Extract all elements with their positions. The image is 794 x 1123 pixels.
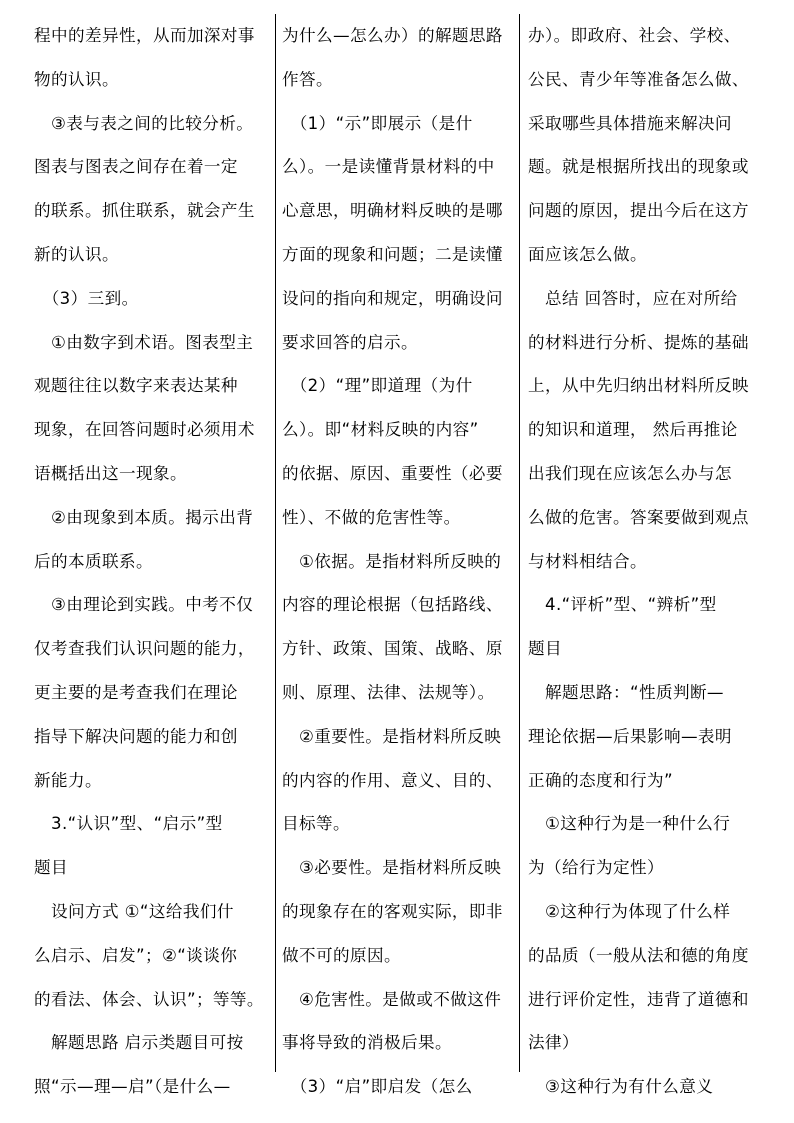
text-line: 的联系。抓住联系，就会产生 [34, 201, 255, 221]
document-page [30, 14, 776, 1097]
text-line: 后的本质联系。 [34, 551, 153, 571]
text-line: （2）“理”即道理（为什 [282, 376, 473, 396]
text-line: 采取哪些具体措施来解决问 [528, 113, 732, 133]
text-line: 3.“认识”型、“启示”型 [34, 814, 223, 834]
text-line: 么）。即“材料反映的内容” [282, 420, 479, 440]
text-line: 目标等。 [282, 814, 350, 834]
text-line: 的材料进行分析、提炼的基础 [528, 332, 749, 352]
text-line: 的内容的作用、意义、目的、 [282, 770, 503, 790]
text-line: 现象，在回答问题时必须用术 [34, 420, 255, 440]
text-line: ③这种行为有什么意义 [528, 1077, 714, 1097]
text-line: 为什么—怎么办）的解题思路 [282, 26, 503, 45]
text-line: 事将导致的消极后果。 [282, 1033, 452, 1053]
text-line: 的看法、体会、认识”；等等。 [34, 989, 264, 1009]
text-line: 办）。即政府、社会、学校、 [528, 26, 741, 45]
text-line: ②这种行为体现了什么样 [528, 901, 731, 921]
text-line: 更主要的是考查我们在理论 [34, 682, 238, 702]
text-line: 仅考查我们认识问题的能力， [34, 639, 255, 659]
text-line: 指导下解决问题的能力和创 [34, 726, 238, 746]
text-line: ①由数字到术语。图表型主 [34, 332, 254, 352]
text-line: 么）。一是读懂背景材料的中 [282, 157, 495, 177]
text-line: 么启示、启发”；②“谈谈你 [34, 945, 238, 965]
text-line: 方针、政策、国策、战略、原 [282, 639, 503, 659]
text-line: 设问方式 ①“这给我们什 [34, 901, 234, 921]
text-line: （3）“启”即启发（怎么 [282, 1077, 473, 1097]
text-line: 内容的理论根据（包括路线、 [282, 595, 503, 615]
text-line: 问题的原因，提出今后在这方 [528, 201, 749, 221]
text-line: 题。就是根据所找出的现象或 [528, 157, 749, 177]
text-line: （3）三到。 [34, 288, 139, 308]
text-line: ④危害性。是做或不做这件 [282, 989, 502, 1009]
text-line: 要求回答的启示。 [282, 332, 418, 352]
text-line: 进行评价定性，违背了道德和 [528, 989, 749, 1009]
text-line: 图表与图表之间存在着一定 [34, 157, 238, 177]
text-line: 么做的危害。答案要做到观点 [528, 507, 749, 527]
text-line: 理论依据—后果影响—表明 [528, 726, 732, 746]
text-column-3 [528, 14, 768, 1097]
text-line: 总结 回答时，应在对所给 [528, 288, 738, 308]
text-line: 与材料相结合。 [528, 551, 647, 571]
text-line: 4.“评析”型、“辨析”型 [528, 595, 717, 615]
text-line: 的知识和道理， 然后再推论 [528, 420, 738, 440]
text-line: 出我们现在应该怎么办与怎 [528, 463, 732, 483]
text-line: ②重要性。是指材料所反映 [282, 726, 502, 746]
text-line: 正确的态度和行为” [528, 770, 673, 790]
text-line: 观题往往以数字来表达某种 [34, 376, 238, 396]
text-line: 程中的差异性，从而加深对事 [34, 26, 255, 45]
text-line: ①这种行为是一种什么行 [528, 814, 731, 834]
text-line: 面应该怎么做。 [528, 244, 647, 264]
text-column-1 [34, 14, 274, 1097]
column-divider-1 [275, 14, 276, 1072]
text-line: 解题思路 启示类题目可按 [34, 1033, 244, 1053]
text-line: 新能力。 [34, 770, 102, 790]
text-line: 题目 [528, 639, 562, 659]
text-line: 方面的现象和问题；二是读懂 [282, 244, 503, 264]
text-line: 则、原理、法律、法规等）。 [282, 682, 495, 702]
text-line: ①依据。是指材料所反映的 [282, 551, 502, 571]
text-column-2 [282, 14, 518, 1097]
column-divider-2 [519, 14, 520, 1072]
text-line: 法律） [528, 1033, 579, 1053]
text-line: 做不可的原因。 [282, 945, 401, 965]
text-line: ②由现象到本质。揭示出背 [34, 507, 254, 527]
text-line: 题目 [34, 858, 68, 878]
text-line: 上，从中先归纳出材料所反映 [528, 376, 749, 396]
text-line: ③由理论到实践。中考不仅 [34, 595, 254, 615]
text-line: （1）“示”即展示（是什 [282, 113, 473, 133]
text-line: 解题思路：“性质判断— [528, 682, 724, 702]
text-line: 照“示—理—启”（是什么— [34, 1077, 231, 1097]
text-line: 新的认识。 [34, 244, 119, 264]
text-line: 公民、青少年等准备怎么做、 [528, 69, 749, 89]
text-line: 的依据、原因、重要性（必要 [282, 463, 503, 483]
text-line: 心意思，明确材料反映的是哪 [282, 201, 503, 221]
text-line: 物的认识。 [34, 69, 119, 89]
text-line: 作答。 [282, 69, 333, 89]
text-line: 为（给行为定性） [528, 858, 664, 878]
text-line: 语概括出这一现象。 [34, 463, 187, 483]
text-line: 的品质（一般从法和德的角度 [528, 945, 749, 965]
text-line: ③表与表之间的比较分析。 [34, 113, 254, 133]
text-line: 的现象存在的客观实际，即非 [282, 901, 503, 921]
text-line: 设问的指向和规定，明确设问 [282, 288, 503, 308]
text-line: ③必要性。是指材料所反映 [282, 858, 502, 878]
text-line: 性）、不做的危害性等。 [282, 507, 461, 527]
